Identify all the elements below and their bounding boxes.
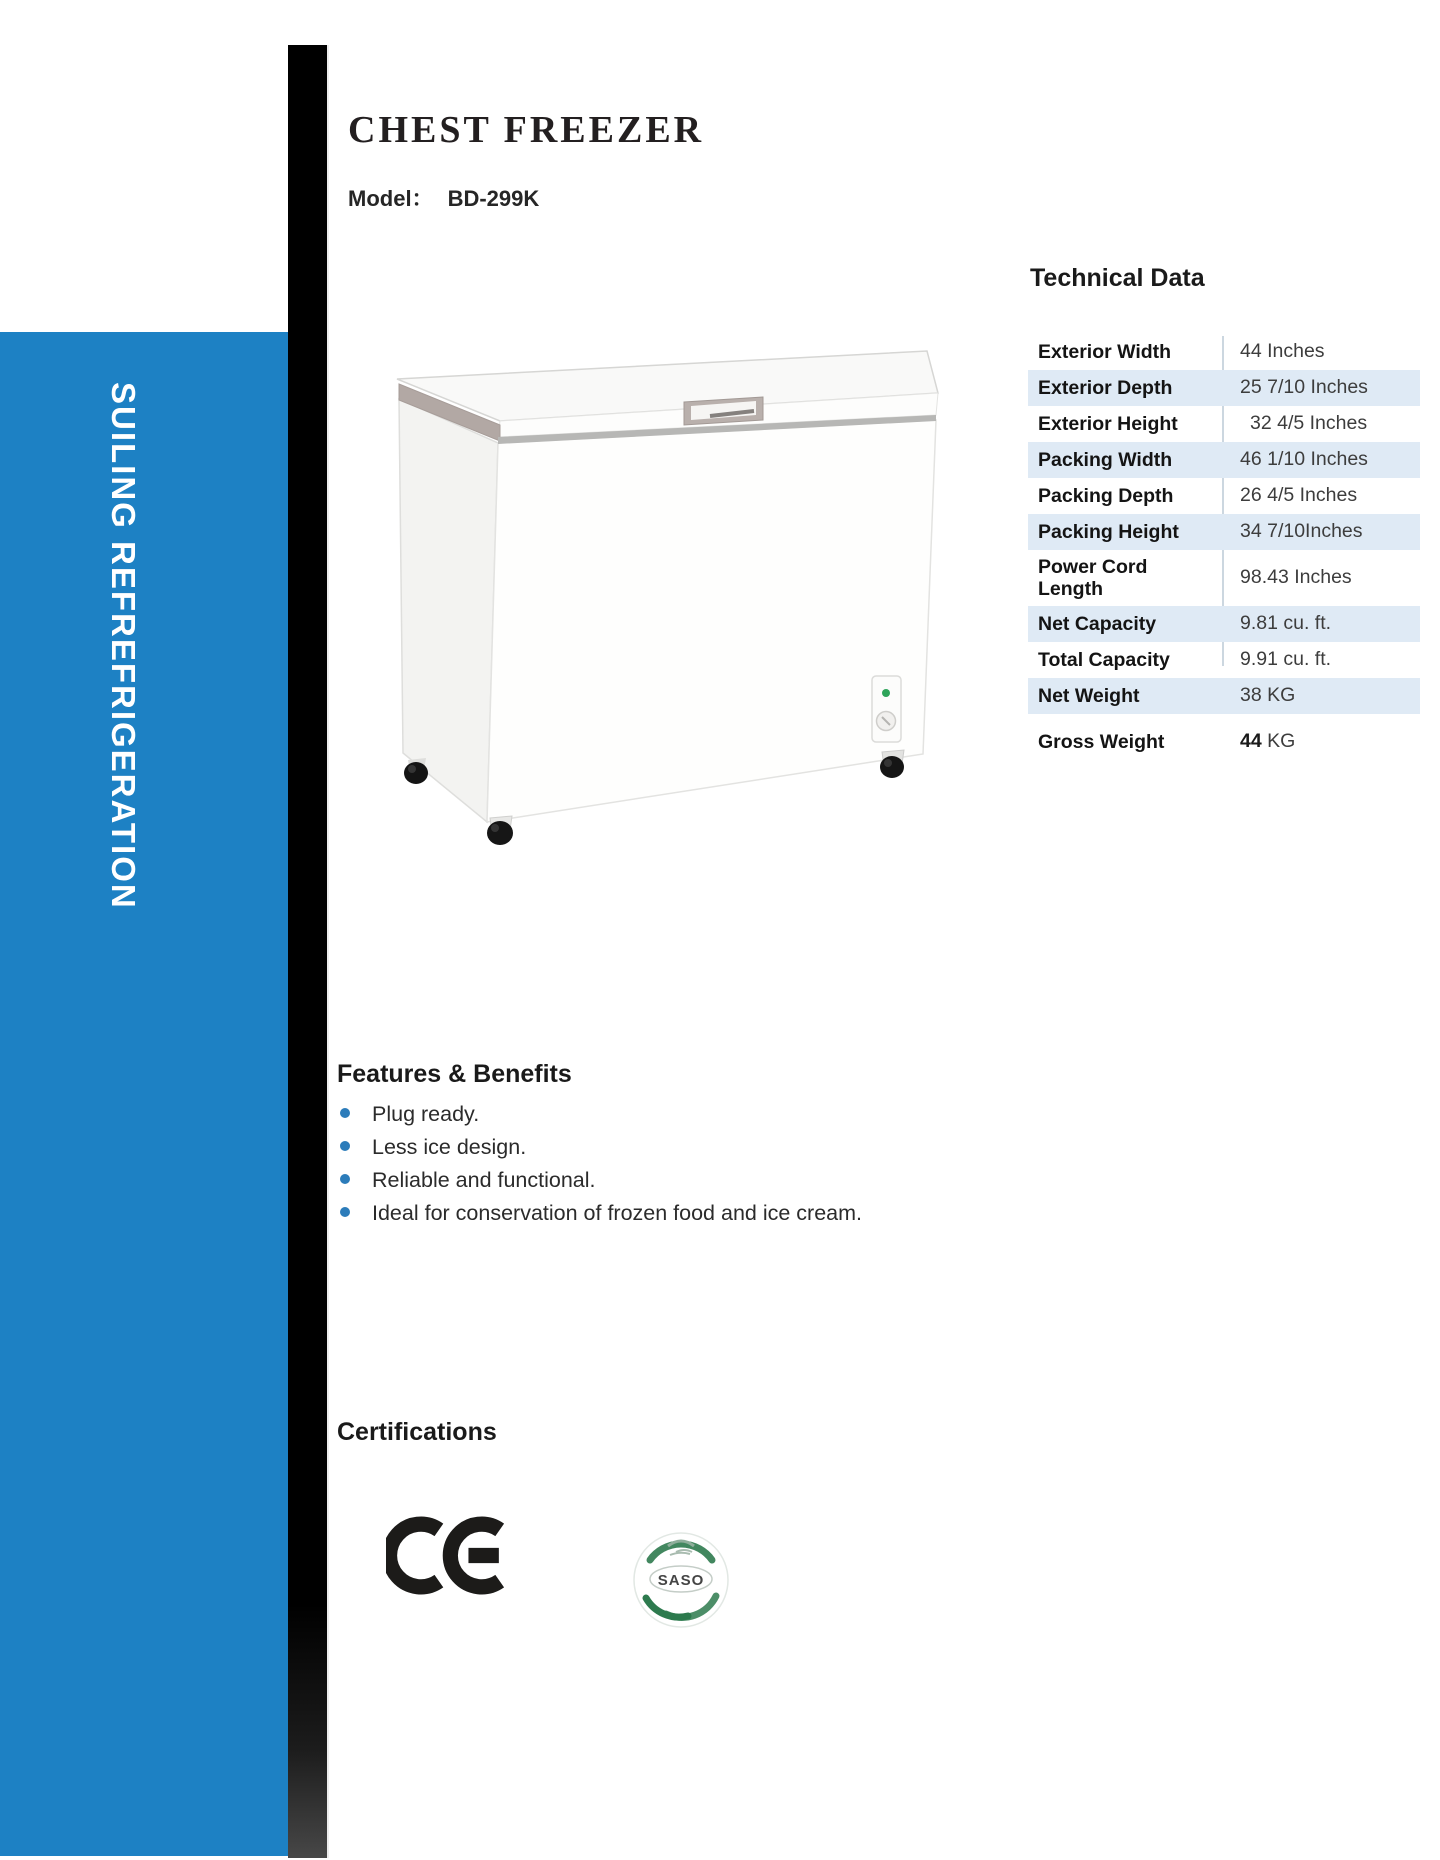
table-row [1028, 514, 1420, 550]
spec-value-bold: 44 [1240, 730, 1262, 753]
power-indicator-light [882, 689, 890, 697]
freezer-control-panel [872, 676, 901, 742]
bullet-icon [340, 1207, 350, 1217]
freezer-side-face [399, 399, 498, 822]
model-value: BD-299K [447, 186, 540, 211]
features-heading: Features & Benefits [337, 1060, 572, 1088]
brand-side-panel [0, 332, 288, 1856]
brand-vertical-text: SUILING REFREFRIGERATION [105, 382, 142, 910]
spec-label: Exterior Height [1038, 412, 1178, 435]
list-item [340, 1135, 862, 1160]
spec-label: Packing Depth [1038, 484, 1174, 507]
spec-label: Gross Weight [1038, 730, 1165, 753]
features-list [340, 1102, 862, 1234]
bullet-icon [340, 1174, 350, 1184]
feature-text: Reliable and functional. [372, 1168, 596, 1192]
freezer-front-face [487, 420, 936, 822]
feature-text: Less ice design. [372, 1135, 527, 1159]
feature-text: Ideal for conservation of frozen food and ice cream. [372, 1201, 862, 1225]
list-item [340, 1102, 862, 1127]
model-line [348, 182, 539, 213]
table-row [1028, 606, 1420, 642]
spec-value: 46 1/10 Inches [1240, 448, 1368, 471]
spec-value-rest: KG [1261, 730, 1296, 753]
chest-freezer-product-image [390, 340, 950, 860]
spec-label: Exterior Width [1038, 340, 1172, 363]
table-row [1028, 478, 1420, 514]
feature-text: Plug ready. [372, 1102, 480, 1126]
page-title: CHEST FREEZER [348, 109, 705, 151]
spec-label: Exterior Depth [1038, 376, 1173, 399]
spec-label: Packing Width [1038, 448, 1173, 471]
certifications-heading: Certifications [337, 1418, 497, 1446]
table-row [1028, 724, 1420, 760]
saso-label: SASO [657, 1572, 705, 1589]
spec-label: Power Cord Length [1038, 555, 1148, 600]
list-item [340, 1201, 862, 1226]
spec-label: Total Capacity [1038, 648, 1170, 671]
spec-value: 38 KG [1240, 684, 1296, 707]
spec-value: 44 Inches [1240, 340, 1325, 363]
saso-mark-icon [630, 1524, 732, 1632]
spec-value: 34 7/10Inches [1240, 520, 1363, 543]
spec-value: 98.43 Inches [1240, 566, 1352, 589]
spec-value: 26 4/5 Inches [1240, 484, 1358, 507]
spec-value: 25 7/10 Inches [1240, 376, 1368, 399]
spec-value: 32 4/5 Inches [1250, 412, 1368, 435]
table-row [1028, 642, 1420, 678]
table-row [1028, 550, 1420, 606]
freezer-handle [684, 397, 763, 425]
spec-value: 9.91 cu. ft. [1240, 648, 1332, 671]
table-row [1028, 442, 1420, 478]
table-row [1028, 370, 1420, 406]
bullet-icon [340, 1108, 350, 1118]
table-row [1028, 406, 1420, 442]
spec-label: Net Capacity [1038, 612, 1157, 635]
spec-label: Packing Height [1038, 520, 1179, 543]
vertical-divider-bar [288, 45, 329, 1858]
technical-data-table [1028, 334, 1420, 760]
spec-value: 9.81 cu. ft. [1240, 612, 1332, 635]
spec-label: Net Weight [1038, 684, 1140, 707]
spec-value [1198, 731, 1295, 752]
table-row [1028, 678, 1420, 714]
list-item [340, 1168, 862, 1193]
model-label: Model： [348, 186, 434, 211]
table-row [1028, 334, 1420, 370]
bullet-icon [340, 1141, 350, 1151]
ce-mark-icon [386, 1508, 511, 1603]
technical-data-heading: Technical Data [1030, 264, 1205, 292]
